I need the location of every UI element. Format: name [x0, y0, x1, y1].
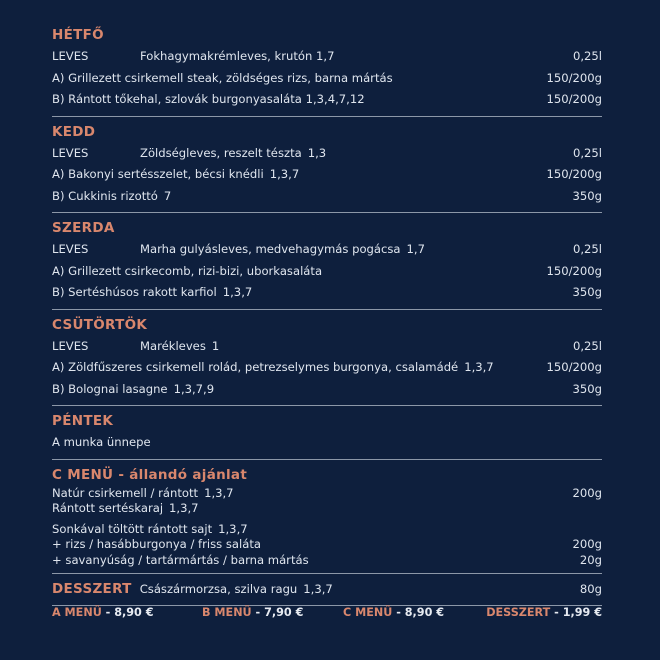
cmenu-item: Natúr csirkemell / rántott 1,3,7: [52, 485, 234, 500]
menu-item-qty: 150/200g: [546, 70, 602, 85]
soup-label: LEVES: [52, 338, 89, 353]
allergens: 1,3,7: [303, 582, 333, 596]
menu-item-b: B) Cukkinis rizottó 7: [52, 188, 172, 203]
soup-row: [52, 239, 602, 261]
menu-item-b: B) Rántott tőkehal, szlovák burgonyasaláta 1,3,4,7,12: [52, 92, 365, 106]
menu-item-qty: 350g: [572, 188, 602, 203]
menu-item-row: [52, 164, 602, 186]
soup-row: [52, 46, 602, 68]
dessert-row: [52, 578, 602, 600]
cmenu-line: [52, 486, 602, 502]
holiday-row: [52, 432, 602, 454]
soup-qty: 0,25l: [572, 242, 602, 256]
soup-qty: 0,25l: [572, 145, 602, 160]
soup-qty: 0,25l: [572, 49, 602, 63]
menu-item-a: A) Grillezett csirkecomb, rizi-bizi, uborkasaláta: [52, 263, 323, 278]
menu-item-qty: 350g: [572, 381, 602, 396]
divider: [52, 116, 602, 117]
allergens: 1,3,7: [218, 521, 248, 536]
price-bar: [52, 606, 602, 624]
menu-item-b: B) Sertéshúsos rakott karfiol 1,3,7: [52, 285, 253, 299]
day-title-kedd: KEDD: [52, 123, 96, 140]
price-a-menu: A MENÜ - 8,90 €: [52, 606, 154, 619]
soup-dish: Marha gulyásleves, medvehagymás pogácsa 1,7: [140, 242, 425, 256]
price-c-menu: C MENÜ - 8,90 €: [343, 606, 445, 619]
holiday-note: A munka ünnepe: [52, 435, 151, 449]
menu-item-qty: 150/200g: [546, 263, 602, 278]
menu-item-qty: 350g: [572, 285, 602, 299]
menu-item-qty: 150/200g: [546, 360, 602, 374]
menu-item-row: [52, 357, 602, 379]
price-b-menu: B MENÜ - 7,90 €: [202, 606, 304, 619]
allergens: 1,3,7: [169, 501, 199, 515]
menu-item-row: [52, 89, 602, 111]
soup-label: LEVES: [52, 242, 89, 256]
dessert-dish: Császármorzsa, szilva ragu 1,3,7: [139, 582, 333, 596]
day-title-hetfo: HÉTFŐ: [52, 27, 104, 43]
allergens: 1,3: [307, 145, 327, 160]
day-title-csutortok: CSÜTÖRTÖK: [52, 316, 148, 333]
cmenu-qty: 20g: [579, 552, 602, 567]
menu-item-row: [52, 186, 602, 208]
soup-label: LEVES: [52, 145, 89, 160]
cmenu-sauce: + savanyúság / tartármártás / barna mártás: [52, 552, 309, 567]
allergens: 7: [163, 188, 172, 203]
menu-item-row: [52, 282, 602, 304]
cmenu-line: [52, 501, 602, 517]
menu-item-row: [52, 261, 602, 283]
price-dessert: DESSZERT - 1,99 €: [486, 606, 602, 619]
soup-row: [52, 336, 602, 358]
cmenu-item: Rántott sertéskaraj 1,3,7: [52, 501, 199, 515]
allergens: 1,3,7: [204, 485, 234, 500]
allergens: 1,3,7: [222, 285, 253, 299]
soup-dish: Marékleves 1: [140, 338, 220, 353]
menu-item-b: B) Bolognai lasagne 1,3,7,9: [52, 381, 215, 396]
day-title-szerda: SZERDA: [52, 220, 115, 236]
allergens: 1,3,7,9: [173, 381, 215, 396]
dessert-qty: 80g: [579, 582, 602, 596]
allergens: 1,3,7: [464, 360, 494, 374]
allergens: 1,3,7: [269, 167, 300, 181]
divider: [52, 309, 602, 310]
soup-label: LEVES: [52, 49, 89, 63]
menu-item-a: A) Grillezett csirkemell steak, zöldséges rizs, barna mártás: [52, 70, 393, 85]
cmenu-line: [52, 537, 602, 553]
cmenu-line: [52, 553, 602, 569]
cmenu-side: + rizs / hasábburgonya / friss saláta: [52, 537, 262, 551]
menu-item-a: A) Zöldfűszeres csirkemell rolád, petrezselymes burgonya, csalamádé 1,3,7: [52, 360, 494, 374]
allergens: 1: [211, 338, 220, 353]
divider: [52, 405, 602, 406]
divider: [52, 573, 602, 574]
cmenu-qty: 200g: [572, 485, 602, 500]
cmenu-title: C MENÜ - állandó ajánlat: [52, 466, 248, 483]
soup-qty: 0,25l: [572, 338, 602, 353]
allergens: 1,7: [406, 242, 425, 256]
soup-row: [52, 143, 602, 165]
menu-item-qty: 150/200g: [546, 167, 602, 181]
divider: [52, 459, 602, 460]
menu: [52, 24, 602, 610]
soup-dish: Zöldségleves, reszelt tészta 1,3: [140, 145, 327, 160]
menu-item-a: A) Bakonyi sertésszelet, bécsi knédli 1,3,7: [52, 167, 300, 181]
dessert-title: DESSZERT: [52, 581, 132, 597]
menu-item-qty: 150/200g: [546, 92, 602, 106]
day-title-pentek: PÉNTEK: [52, 413, 114, 429]
cmenu-qty: 200g: [572, 537, 602, 551]
menu-item-row: [52, 379, 602, 401]
soup-dish: Fokhagymakrémleves, krutón 1,7: [140, 49, 335, 63]
cmenu-item: Sonkával töltött rántott sajt 1,3,7: [52, 521, 248, 536]
divider: [52, 212, 602, 213]
menu-item-row: [52, 68, 602, 90]
cmenu-line: [52, 522, 602, 538]
